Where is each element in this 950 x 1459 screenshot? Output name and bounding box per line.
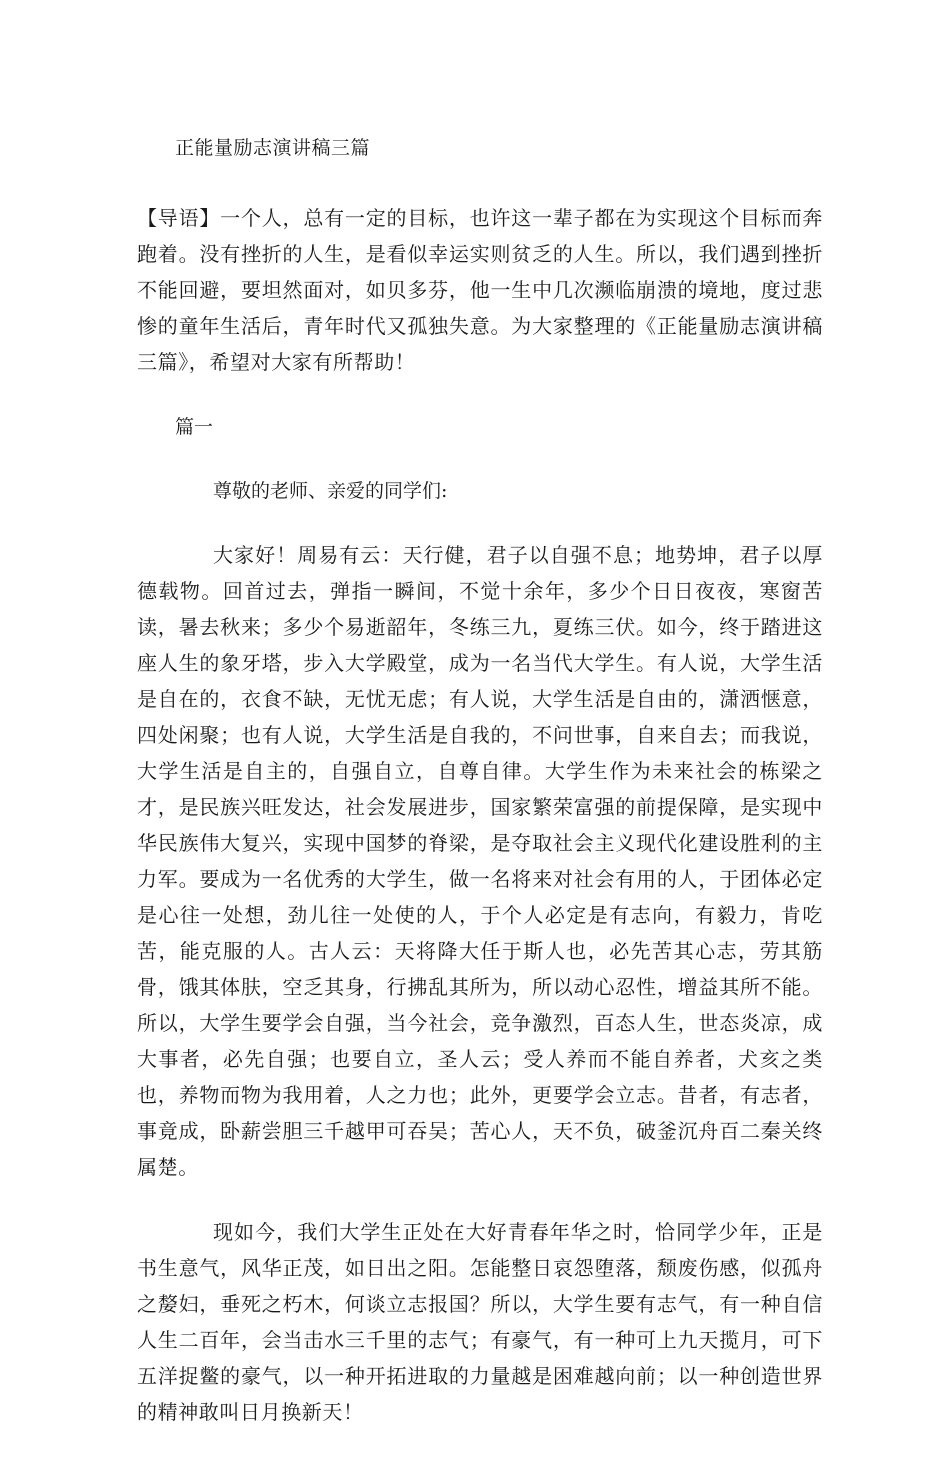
section-heading: 篇一 — [175, 416, 214, 438]
document-title: 正能量励志演讲稿三篇 — [175, 137, 371, 159]
salutation: 尊敬的老师、亲爱的同学们: — [213, 480, 448, 502]
document-page — [137, 130, 823, 1459]
intro-paragraph: 【导语】一个人，总有一定的目标，也许这一辈子都在为实现这个目标而奔跑着。没有挫折的人生，是看似幸运实则贫乏的人生。所以，我们遇到挫折不能回避，要坦然面对，如贝多芬，他一生中几次濒临崩溃的境地，度过悲惨的童年生活后，青年时代又孤独失意。为大家整理的《正能量励志演讲稿三篇》，希望对大家有所帮助！ — [137, 206, 823, 374]
body-paragraph-1: 大家好！周易有云：天行健，君子以自强不息；地势坤，君子以厚德载物。回首过去，弹指一瞬间，不觉十余年，多少个日日夜夜，寒窗苦读，暑去秋来；多少个易逝韶年，冬练三九，夏练三伏。如今，终于踏进这座人生的象牙塔，步入大学殿堂，成为一名当代大学生。有人说，大学生活是自在的，衣食不缺，无忧无虑；有人说，大学生活是自由的，潇洒惬意，四处闲聚；也有人说，大学生活是自我的，不问世事，自来自去；而我说，大学生活是自主的，自强自立，自尊自律。大学生作为未来社会的栋梁之才，是民族兴旺发达，社会发展进步，国家繁荣富强的前提保障，是实现中华民族伟大复兴，实现中国梦的脊梁，是夺取社会主义现代化建设胜利的主力军。要成为一名优秀的大学生，做一名将来对社会有用的人，于团体必定是心往一处想，劲儿往一处使的人，于个人必定是有志向，有毅力，肯吃苦，能克服的人。古人云：天将降大任于斯人也，必先苦其心志，劳其筋骨，饿其体肤，空乏其身，行拂乱其所为，所以动心忍性，增益其所不能。所以，大学生要学会自强，当今社会，竞争激烈，百态人生，世态炎凉，成大事者，必先自强；也要自立，圣人云；受人养而不能自养者，犬亥之类也，养物而物为我用着，人之力也；此外，更要学会立志。昔者，有志者，事竟成，卧薪尝胆三千越甲可吞吴；苦心人，天不负，破釜沉舟百二秦关终属楚。 — [137, 543, 823, 1179]
body-paragraph-2: 现如今，我们大学生正处在大好青春年华之时，恰同学少年，正是书生意气，风华正茂，如日出之阳。怎能整日哀怨堕落，颓废伤感，似孤舟之嫠妇，垂死之朽木，何谈立志报国？所以，大学生要有志气，有一种自信人生二百年，会当击水三千里的志气；有豪气，有一种可上九天揽月，可下五洋捉鳖的豪气，以一种开拓进取的力量越是困难越向前；以一种创造世界的精神敢叫日月换新天！ — [137, 1220, 823, 1424]
